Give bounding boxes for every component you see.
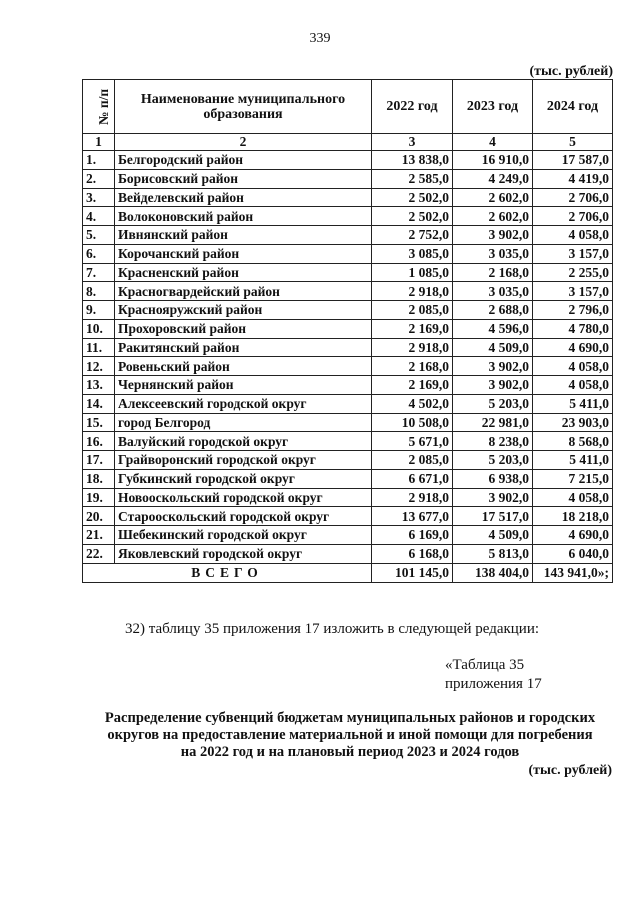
value-2023: 22 981,0 <box>453 413 533 432</box>
subsidy-table <box>82 79 613 583</box>
municipality-name: Старооскольский городской округ <box>115 507 372 526</box>
row-number: 18. <box>83 469 115 488</box>
municipality-name: Волоконовский район <box>115 207 372 226</box>
table-row <box>83 226 613 245</box>
heading-line: на 2022 год и на плановый период 2023 и 2024 годов <box>180 744 520 760</box>
row-number: 20. <box>83 507 115 526</box>
municipality-name: Вейделевский район <box>115 188 372 207</box>
value-2024: 4 058,0 <box>533 376 613 395</box>
municipality-name: Губкинский городской округ <box>115 469 372 488</box>
table-row <box>83 451 613 470</box>
value-2023: 5 203,0 <box>453 394 533 413</box>
section-heading <box>80 710 620 761</box>
municipality-name: Краснояружский район <box>115 301 372 320</box>
header-number-label: № п/п <box>96 88 112 125</box>
value-2023: 4 249,0 <box>453 169 533 188</box>
value-2024: 2 706,0 <box>533 207 613 226</box>
header-2022: 2022 год <box>372 80 453 134</box>
heading-line: округов на предоставление материальной и иной помощи для погребения <box>107 727 593 743</box>
table-row <box>83 282 613 301</box>
value-2023: 6 938,0 <box>453 469 533 488</box>
value-2022: 6 671,0 <box>372 469 453 488</box>
value-2024: 8 568,0 <box>533 432 613 451</box>
table-row <box>83 488 613 507</box>
value-2022: 2 918,0 <box>372 282 453 301</box>
municipality-name: Прохоровский район <box>115 319 372 338</box>
municipality-name: Ивнянский район <box>115 226 372 245</box>
header-name: Наименование муниципального образования <box>115 80 372 134</box>
value-2024: 4 690,0 <box>533 338 613 357</box>
table-row <box>83 263 613 282</box>
value-2022: 5 671,0 <box>372 432 453 451</box>
total-label: ВСЕГО <box>83 563 372 582</box>
municipality-name: город Белгород <box>115 413 372 432</box>
value-2022: 6 169,0 <box>372 526 453 545</box>
value-2022: 1 085,0 <box>372 263 453 282</box>
value-2024: 7 215,0 <box>533 469 613 488</box>
value-2022: 2 918,0 <box>372 338 453 357</box>
value-2022: 2 169,0 <box>372 376 453 395</box>
value-2024: 17 587,0 <box>533 151 613 170</box>
municipality-name: Красненский район <box>115 263 372 282</box>
value-2024: 4 690,0 <box>533 526 613 545</box>
value-2024: 4 058,0 <box>533 357 613 376</box>
row-number: 1. <box>83 151 115 170</box>
row-number: 8. <box>83 282 115 301</box>
row-number: 12. <box>83 357 115 376</box>
column-index: 4 <box>453 134 533 151</box>
value-2022: 2 752,0 <box>372 226 453 245</box>
header-number <box>83 80 115 134</box>
municipality-name: Белгородский район <box>115 151 372 170</box>
municipality-name: Алексеевский городской округ <box>115 394 372 413</box>
row-number: 21. <box>83 526 115 545</box>
row-number: 6. <box>83 244 115 263</box>
value-2023: 5 813,0 <box>453 544 533 563</box>
value-2024: 5 411,0 <box>533 394 613 413</box>
total-row <box>83 563 613 582</box>
value-2024: 2 255,0 <box>533 263 613 282</box>
municipality-name: Ракитянский район <box>115 338 372 357</box>
row-number: 16. <box>83 432 115 451</box>
municipality-name: Валуйский городской округ <box>115 432 372 451</box>
municipality-name: Корочанский район <box>115 244 372 263</box>
table-row <box>83 432 613 451</box>
value-2022: 2 918,0 <box>372 488 453 507</box>
table-row <box>83 507 613 526</box>
row-number: 11. <box>83 338 115 357</box>
table-caption <box>445 656 542 694</box>
value-2023: 3 902,0 <box>453 226 533 245</box>
value-2023: 3 902,0 <box>453 376 533 395</box>
value-2023: 2 688,0 <box>453 301 533 320</box>
value-2022: 13 838,0 <box>372 151 453 170</box>
value-2023: 3 035,0 <box>453 244 533 263</box>
table-row <box>83 338 613 357</box>
table-row <box>83 301 613 320</box>
table-body <box>83 134 613 583</box>
heading-line: Распределение субвенций бюджетам муниципальных районов и городских <box>104 710 596 726</box>
value-2024: 2 796,0 <box>533 301 613 320</box>
municipality-name: Шебекинский городской округ <box>115 526 372 545</box>
column-index: 5 <box>533 134 613 151</box>
row-number: 5. <box>83 226 115 245</box>
value-2022: 2 502,0 <box>372 188 453 207</box>
total-2022: 101 145,0 <box>372 563 453 582</box>
row-number: 13. <box>83 376 115 395</box>
row-number: 15. <box>83 413 115 432</box>
units-label-bottom: (тыс. рублей) <box>528 763 612 778</box>
units-label: (тыс. рублей) <box>529 64 613 79</box>
value-2022: 2 085,0 <box>372 301 453 320</box>
table-row <box>83 207 613 226</box>
table-row <box>83 376 613 395</box>
value-2022: 13 677,0 <box>372 507 453 526</box>
amendment-text: 32) таблицу 35 приложения 17 изложить в следующей редакции: <box>125 621 540 637</box>
value-2022: 4 502,0 <box>372 394 453 413</box>
column-index: 3 <box>372 134 453 151</box>
municipality-name: Красногвардейский район <box>115 282 372 301</box>
municipality-name: Чернянский район <box>115 376 372 395</box>
municipality-name: Грайворонский городской округ <box>115 451 372 470</box>
value-2024: 23 903,0 <box>533 413 613 432</box>
row-number: 9. <box>83 301 115 320</box>
table-row <box>83 413 613 432</box>
page-number: 339 <box>309 31 331 46</box>
value-2024: 4 058,0 <box>533 488 613 507</box>
row-number: 10. <box>83 319 115 338</box>
row-number: 4. <box>83 207 115 226</box>
table-header <box>83 80 613 134</box>
value-2024: 18 218,0 <box>533 507 613 526</box>
table-row <box>83 357 613 376</box>
value-2024: 4 780,0 <box>533 319 613 338</box>
row-number: 3. <box>83 188 115 207</box>
value-2022: 2 502,0 <box>372 207 453 226</box>
value-2022: 2 168,0 <box>372 357 453 376</box>
table-row <box>83 526 613 545</box>
value-2024: 6 040,0 <box>533 544 613 563</box>
table-row <box>83 188 613 207</box>
value-2024: 2 706,0 <box>533 188 613 207</box>
header-2023: 2023 год <box>453 80 533 134</box>
value-2023: 3 902,0 <box>453 357 533 376</box>
value-2023: 4 509,0 <box>453 526 533 545</box>
table-row <box>83 394 613 413</box>
municipality-name: Новооскольский городской округ <box>115 488 372 507</box>
row-number: 19. <box>83 488 115 507</box>
value-2022: 2 169,0 <box>372 319 453 338</box>
table-row <box>83 544 613 563</box>
value-2022: 6 168,0 <box>372 544 453 563</box>
municipality-name: Яковлевский городской округ <box>115 544 372 563</box>
table-row <box>83 319 613 338</box>
total-2024: 143 941,0»; <box>533 563 613 582</box>
row-number: 2. <box>83 169 115 188</box>
value-2023: 4 596,0 <box>453 319 533 338</box>
header-2024: 2024 год <box>533 80 613 134</box>
municipality-name: Ровеньский район <box>115 357 372 376</box>
value-2022: 2 085,0 <box>372 451 453 470</box>
value-2023: 5 203,0 <box>453 451 533 470</box>
row-number: 14. <box>83 394 115 413</box>
value-2023: 2 602,0 <box>453 188 533 207</box>
column-index: 2 <box>115 134 372 151</box>
value-2024: 3 157,0 <box>533 282 613 301</box>
column-index: 1 <box>83 134 115 151</box>
row-number: 7. <box>83 263 115 282</box>
value-2023: 3 902,0 <box>453 488 533 507</box>
caption-line: «Таблица 35 <box>445 657 525 673</box>
total-2023: 138 404,0 <box>453 563 533 582</box>
header-row <box>83 80 613 134</box>
value-2024: 3 157,0 <box>533 244 613 263</box>
table-row <box>83 244 613 263</box>
table-row <box>83 169 613 188</box>
table-row <box>83 151 613 170</box>
municipality-name: Борисовский район <box>115 169 372 188</box>
value-2023: 4 509,0 <box>453 338 533 357</box>
table-row <box>83 469 613 488</box>
value-2024: 4 058,0 <box>533 226 613 245</box>
value-2023: 8 238,0 <box>453 432 533 451</box>
value-2024: 5 411,0 <box>533 451 613 470</box>
value-2022: 10 508,0 <box>372 413 453 432</box>
row-number: 22. <box>83 544 115 563</box>
value-2023: 17 517,0 <box>453 507 533 526</box>
value-2024: 4 419,0 <box>533 169 613 188</box>
caption-line: приложения 17 <box>445 676 542 692</box>
value-2023: 2 168,0 <box>453 263 533 282</box>
row-number: 17. <box>83 451 115 470</box>
value-2023: 16 910,0 <box>453 151 533 170</box>
value-2023: 3 035,0 <box>453 282 533 301</box>
value-2023: 2 602,0 <box>453 207 533 226</box>
value-2022: 2 585,0 <box>372 169 453 188</box>
value-2022: 3 085,0 <box>372 244 453 263</box>
column-index-row <box>83 134 613 151</box>
